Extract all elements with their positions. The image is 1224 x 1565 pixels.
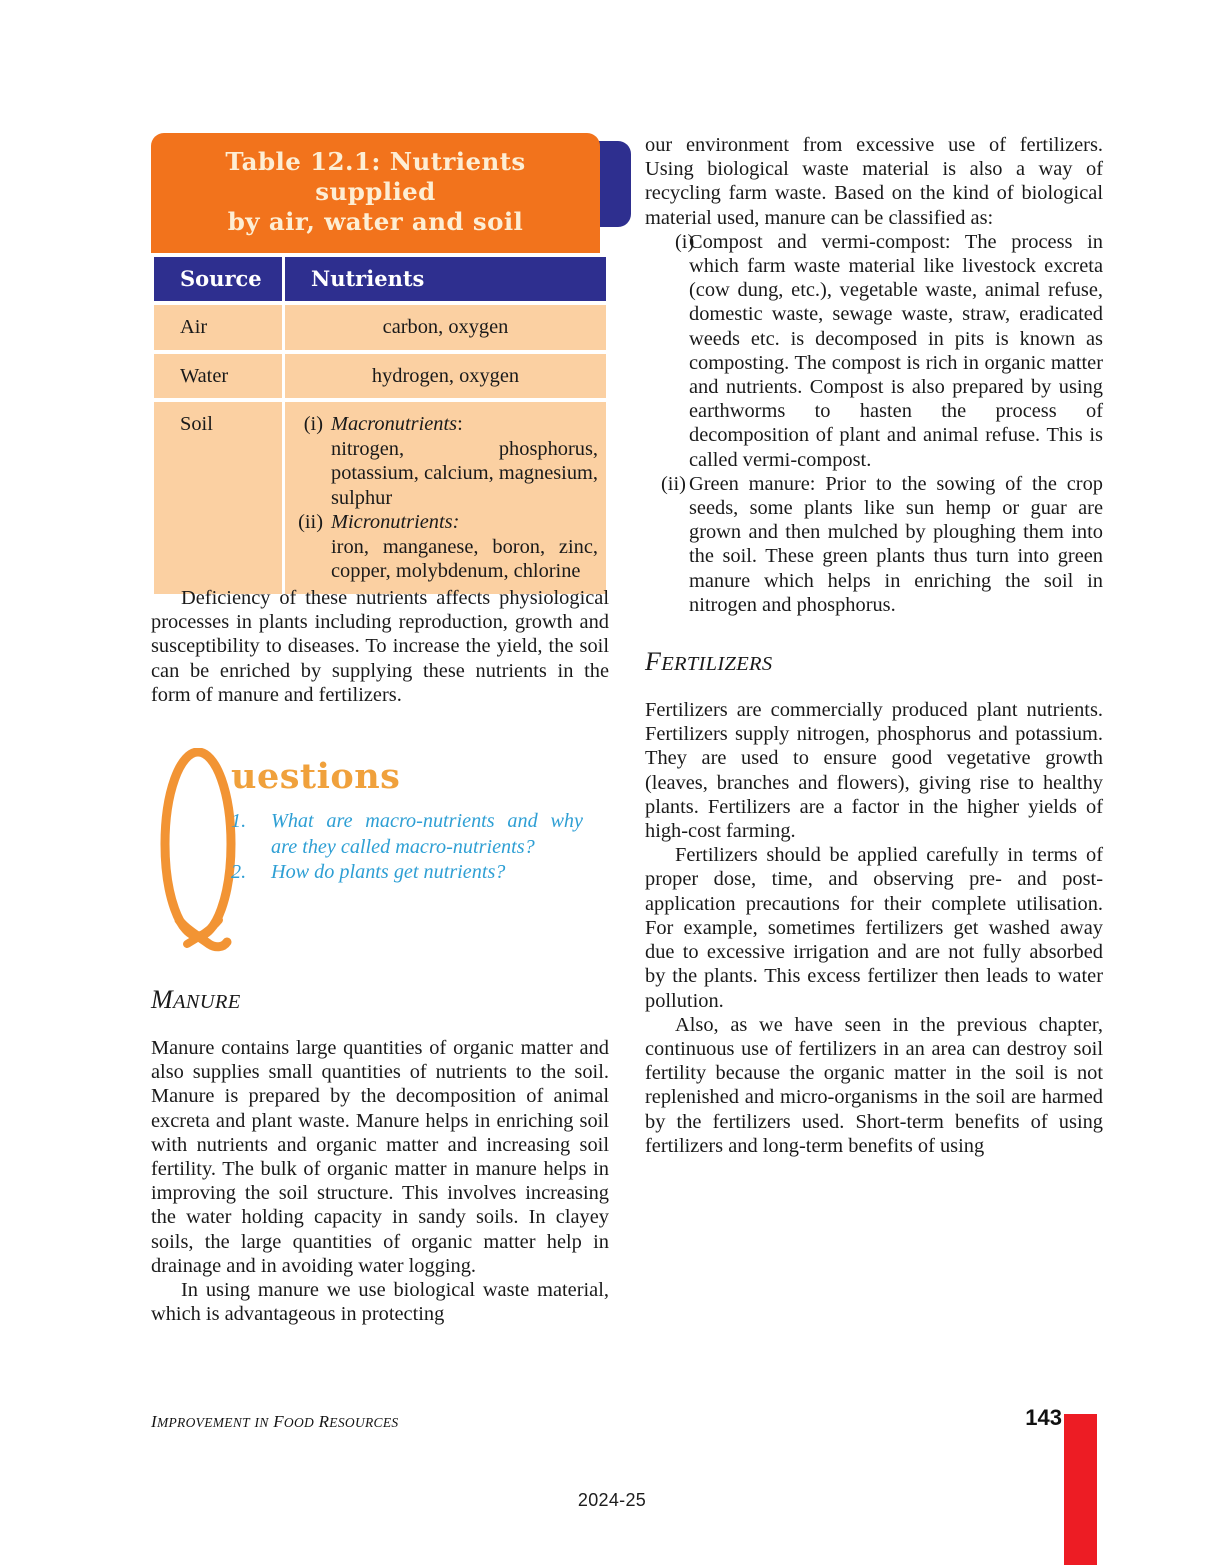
questions-heading: uestions: [231, 756, 401, 797]
paragraph-fertilizers-1: Fertilizers are commercially produced plant nutrients. Fertilizers supply nitrogen, phosphorus and potassium. They are used to ensure good vegetative growth (leaves, branches and flowers), giving rise to healthy plants. Fertilizers are a factor in the higher yields of high-cost farming.: [645, 699, 1103, 843]
nutrients-table: [151, 253, 609, 598]
cell-nutrients: hydrogen, oxygen: [285, 354, 606, 399]
macronutrients-label: Macronutrients: [331, 413, 458, 435]
questions-box: [151, 752, 611, 957]
fertilizers-heading: [645, 647, 1103, 679]
manure-type-text: Green manure: Prior to the sowing of the crop seeds, some plants like sun hemp or guar are grown and then mulched by ploughing them into the soil. These green plants thus turn into green manure which helps in enriching the soil in nitrogen and phosphorus.: [689, 472, 1103, 616]
paragraph-manure-1: Manure contains large quantities of organic matter and also supplies small quantities of nutrients to the soil. Manure is prepared by the decomposition of animal excreta and plant waste. Manure helps in enriching soil with nutrients and organic matter and increasing soil fertility. The bulk of organic matter in manure helps in improving the soil structure. This involves increasing the water holding capacity in sandy soils. In clayey soils, the large quantities of organic matter help in drainage and in avoiding water logging.: [151, 1037, 609, 1277]
table-title-line-1: Table 12.1: Nutrients supplied: [225, 147, 526, 206]
footer-initial-i: I: [151, 1412, 157, 1431]
list-marker: (i): [303, 413, 323, 435]
manure-type-text: Compost and vermi-compost: The process in which farm waste material like livestock excreta (cow dung, etc.), vegetable waste, animal refuse, domestic waste, sewage waste, straw, eradicated weeds etc. is decomposed in pits is known as composting. The compost is rich in organic matter and nutrients. Compost is also prepared by using earthworms to hasten the process of decomposition of plant and animal refuse. This is called vermi-compost.: [689, 230, 1103, 471]
micronutrients-label: Micronutrients:: [331, 511, 460, 533]
paragraph-fertilizers-2: Fertilizers should be applied carefully in terms of proper dose, time, and observing pre- and post-application precautions for their complete utilisation. For example, sometimes fertilizers get washed away due to excessive irrigation and are not fully absorbed by the plants. This excess fertilizer then leads to water pollution.: [645, 844, 1103, 1012]
list-marker: (i): [675, 230, 695, 253]
footer-word-improvement: MPROVEMENT: [156, 1415, 250, 1430]
paragraph-manure-2: In using manure we use biological waste material, which is advantageous in protecting: [151, 1279, 609, 1326]
table-header-row: [154, 257, 606, 301]
cell-source: Water: [154, 354, 282, 399]
cell-source: Soil: [154, 402, 282, 594]
question-text: What are macro-nutrients and why are they called macro-nutrients?: [271, 810, 583, 858]
question-item: [231, 860, 583, 886]
footer-word-in: IN: [254, 1415, 269, 1430]
manure-type-item: [645, 230, 1103, 472]
manure-type-item: [645, 472, 1103, 617]
page-number: 143: [1025, 1405, 1062, 1430]
table-title: [151, 133, 600, 253]
table-12-1: [151, 133, 617, 598]
cell-soil-nutrients: [285, 402, 606, 594]
macronutrients-colon: :: [457, 413, 463, 435]
manure-heading-rest: ANURE: [172, 991, 241, 1013]
paragraph-environment: our environment from excessive use of fertilizers. Using biological waste material is also a way of recycling farm waste. Based on the kind of biological material used, manure can be classified as:: [645, 134, 1103, 229]
paragraph-deficiency: Deficiency of these nutrients affects physiological processes in plants including reproduction, growth and susceptibility to diseases. To increase the yield, the soil can be enriched by supplying these nutrients in the form of manure and fertilizers.: [151, 587, 609, 706]
list-marker: (ii): [661, 472, 686, 495]
manure-section: [151, 985, 609, 1326]
footer-initial-f: F: [273, 1412, 284, 1431]
footer-word-food: OOD: [283, 1415, 315, 1430]
cell-nutrients: carbon, oxygen: [285, 305, 606, 350]
questions-list: [231, 809, 583, 886]
table-row: [154, 305, 606, 350]
micronutrients-values: iron, manganese, boron, zinc, copper, molybdenum, chlorine: [331, 535, 598, 582]
table-row: [154, 354, 606, 399]
manure-heading: [151, 985, 609, 1017]
question-number: 2.: [231, 861, 247, 883]
footer-initial-r: R: [318, 1412, 330, 1431]
fertilizers-heading-initial: F: [645, 647, 662, 677]
macronutrients-values: nitrogen, phosphorus, potassium, calcium, magnesium, sulphur: [331, 437, 598, 509]
right-column: [645, 133, 1103, 1158]
question-number: 1.: [231, 810, 247, 832]
left-column: [151, 586, 609, 707]
footer-word-resources: ESOURCES: [329, 1415, 399, 1430]
cell-source: Air: [154, 305, 282, 350]
question-text: How do plants get nutrients?: [271, 861, 506, 883]
column-header-nutrients: Nutrients: [285, 257, 606, 301]
paragraph-fertilizers-3: Also, as we have seen in the previous chapter, continuous use of fertilizers in an area can destroy soil fertility because the organic matter in the soil is not replenished and micro-organisms in the soil are harmed by the fertilizers used. Short-term benefits of using fertilizers and long-term benefits of using: [645, 1013, 1103, 1157]
question-item: [231, 809, 583, 860]
fertilizers-heading-rest: ERTILIZERS: [661, 653, 773, 676]
edition-year-stamp: 2024-25: [577, 1490, 647, 1510]
table-title-line-2: by air, water and soil: [227, 207, 524, 236]
footer-chapter-title: [151, 1412, 398, 1432]
soil-nutrient-group: [297, 412, 598, 510]
table-row: [154, 402, 606, 594]
list-marker: (ii): [298, 511, 323, 533]
column-header-source: Source: [154, 257, 282, 301]
soil-nutrient-group: [297, 510, 598, 584]
manure-heading-initial: M: [151, 985, 173, 1014]
